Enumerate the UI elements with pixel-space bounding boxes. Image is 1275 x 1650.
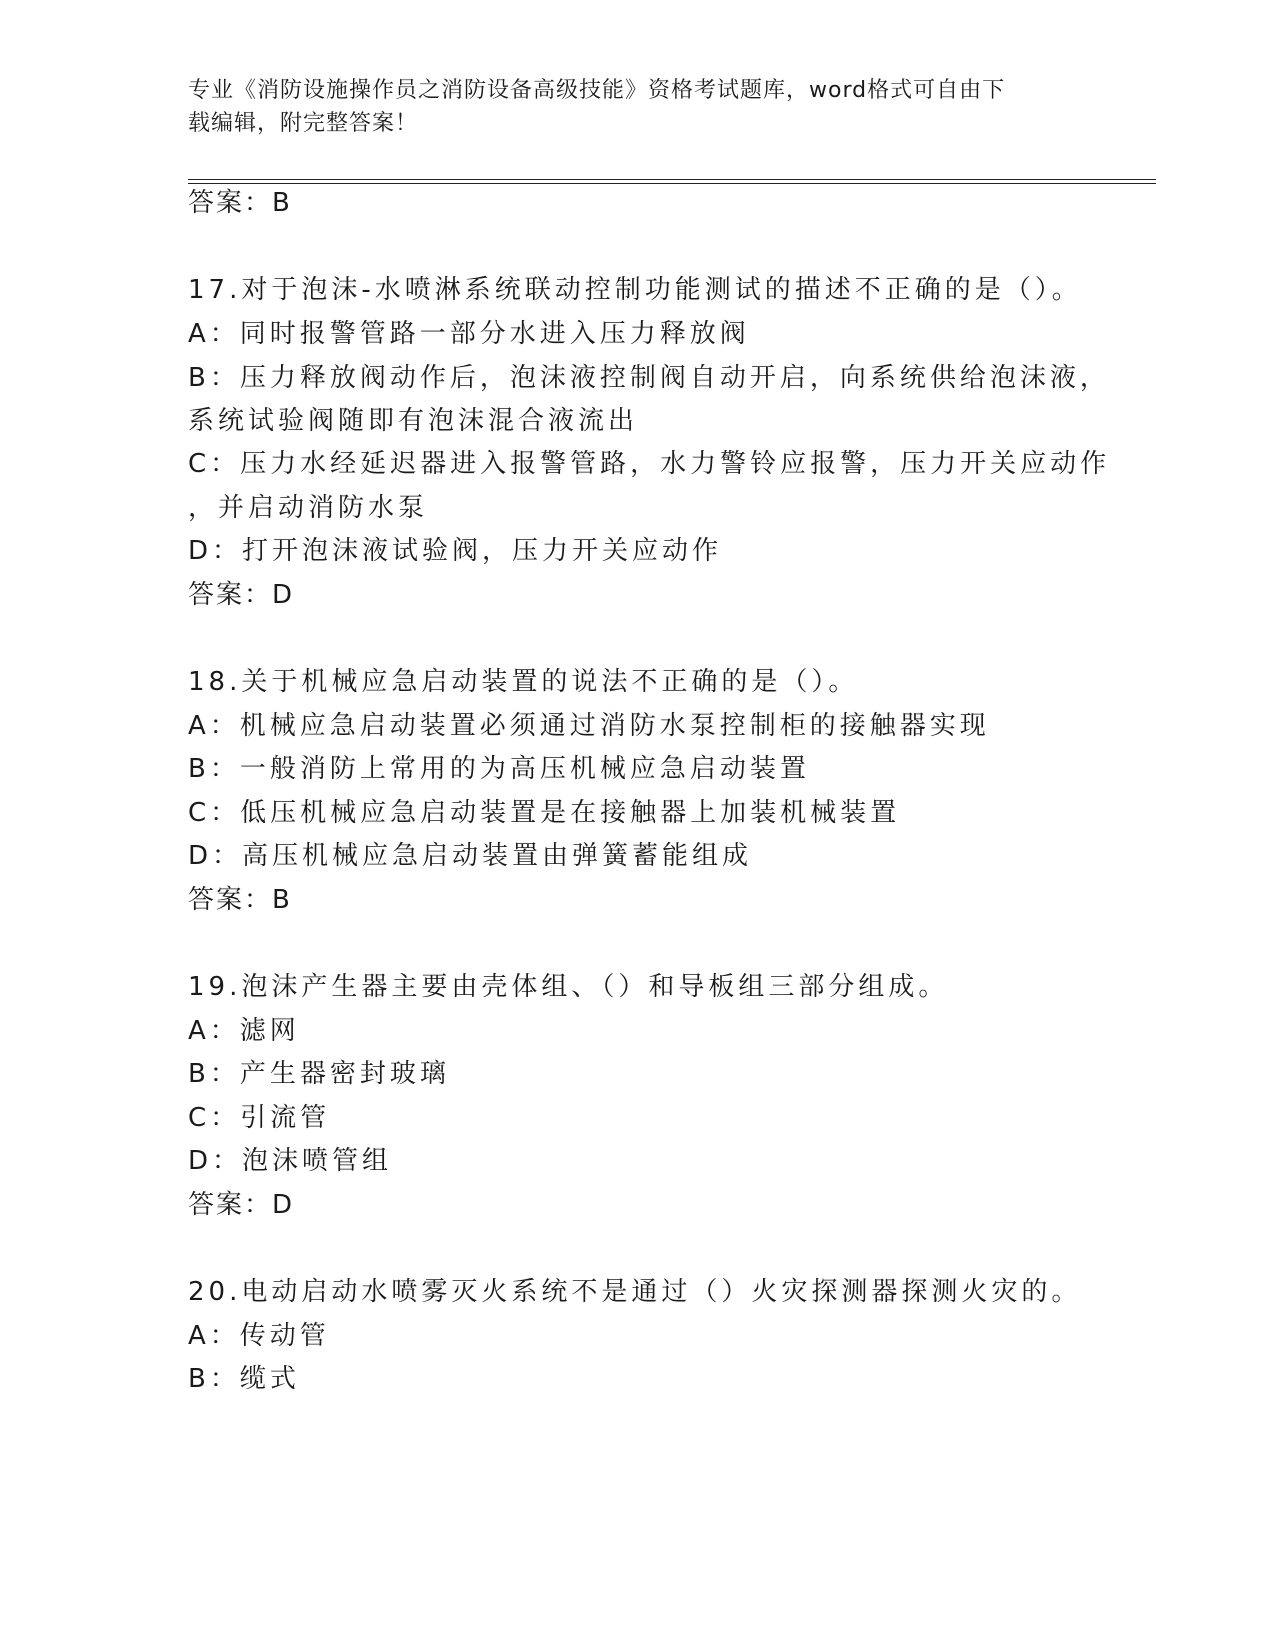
header-divider-bottom xyxy=(188,183,1156,184)
question-20-option-b: B：缆式 xyxy=(188,1364,300,1394)
question-17-option-a: A：同时报警管路一部分水进入压力释放阀 xyxy=(188,319,750,349)
question-18-option-a: A：机械应急启动装置必须通过消防水泵控制柜的接触器实现 xyxy=(188,711,990,741)
question-19-option-a: A：滤网 xyxy=(188,1016,300,1046)
question-18-stem: 18.关于机械应急启动装置的说法不正确的是（）。 xyxy=(188,667,859,697)
answer-17: 答案：D xyxy=(188,580,295,610)
question-18-option-c: C：低压机械应急启动装置是在接触器上加装机械装置 xyxy=(188,798,901,828)
question-18-option-d: D：高压机械应急启动装置由弹簧蓄能组成 xyxy=(188,841,753,871)
question-20-stem: 20.电动启动水喷雾灭火系统不是通过（）火灾探测器探测火灾的。 xyxy=(188,1277,1082,1307)
answer-18: 答案：B xyxy=(188,885,292,915)
question-19-option-c: C：引流管 xyxy=(188,1103,331,1133)
question-17-option-c: C：压力水经延迟器进入报警管路，水力警铃应报警，压力开关应动作 xyxy=(188,449,1111,479)
question-17-option-d: D：打开泡沫液试验阀，压力开关应动作 xyxy=(188,536,723,566)
header-divider-top xyxy=(188,179,1156,180)
question-19-stem: 19.泡沫产生器主要由壳体组、（）和导板组三部分组成。 xyxy=(188,972,949,1002)
answer-16: 答案：B xyxy=(188,188,292,218)
question-19-option-d: D：泡沫喷管组 xyxy=(188,1146,393,1176)
question-17-option-b: B：压力释放阀动作后，泡沫液控制阀自动开启，向系统供给泡沫液， xyxy=(188,363,1110,393)
question-18-option-b: B：一般消防上常用的为高压机械应急启动装置 xyxy=(188,754,810,784)
question-17-stem: 17.对于泡沫-水喷淋系统联动控制功能测试的描述不正确的是（）。 xyxy=(188,275,1082,305)
answer-19: 答案：D xyxy=(188,1190,295,1220)
question-17-option-c-cont: ，并启动消防水泵 xyxy=(188,493,429,523)
header-line-2: 载编辑，附完整答案！ xyxy=(188,111,419,136)
header-line-1: 专业《消防设施操作员之消防设备高级技能》资格考试题库，word格式可自由下 xyxy=(188,78,1006,103)
question-19-option-b: B：产生器密封玻璃 xyxy=(188,1059,450,1089)
question-17-option-b-cont: 系统试验阀随即有泡沫混合液流出 xyxy=(188,406,639,436)
question-20-option-a: A：传动管 xyxy=(188,1321,330,1351)
document-header xyxy=(188,74,1088,140)
